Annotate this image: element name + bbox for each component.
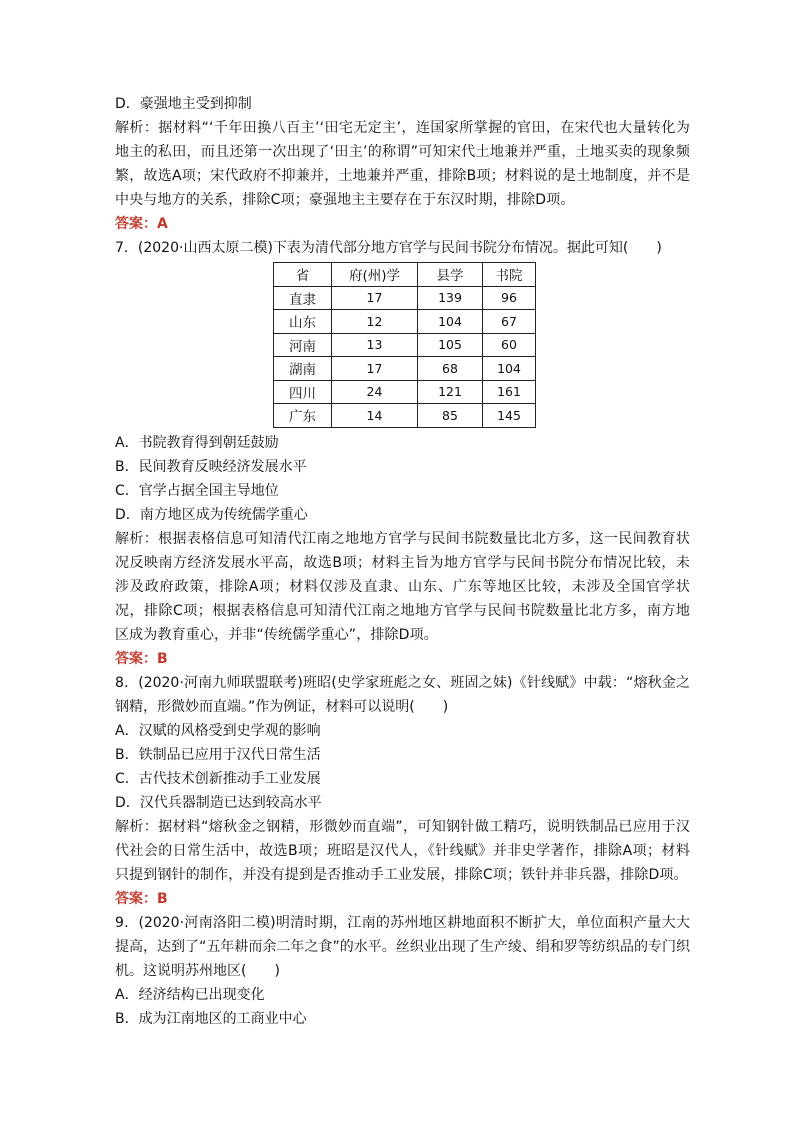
table-cell: 24	[332, 380, 418, 404]
table-cell: 河南	[274, 333, 332, 357]
table-header-cell: 府(州)学	[332, 263, 418, 287]
analysis-q7: 解析：根据表格信息可知清代江南之地地方官学与民间书院数量比北方多，这一民间教育状况反映南方经济发展水平高，故选B项；材料主旨为地方官学与民间书院分布情况比较，未涉及政府政策，排除A项；材料仅涉及直隶、山东、广东等地区比较，未涉及全国官学状况，排除C项；根据表格信息可知清代江南之地地方官学与民间书院数量比北方多，南方地区成为教育重心，并非“传统儒学重心”，排除D项。	[115, 530, 690, 643]
table-header-cell: 省	[274, 263, 332, 287]
table-cell: 96	[483, 286, 536, 310]
table-row	[274, 380, 536, 404]
question-8-stem: 8．(2020·河南九师联盟联考)班昭(史学家班彪之女、班固之妹)《针线赋》中载：“熔秋金之钢精，形微妙而直端。”作为例证，材料可以说明( )	[115, 674, 690, 715]
table-cell: 山东	[274, 310, 332, 334]
answer-q8: 答案：B	[115, 890, 168, 907]
option-b-q9: B．成为江南地区的工商业中心	[115, 1010, 307, 1027]
table-cell: 广东	[274, 404, 332, 428]
table-row	[274, 357, 536, 381]
table-cell: 104	[418, 310, 483, 334]
table-cell: 17	[332, 357, 418, 381]
option-c-q7: C．官学占据全国主导地位	[115, 482, 279, 499]
table-cell: 67	[483, 310, 536, 334]
table-row	[274, 310, 536, 334]
table-cell: 105	[418, 333, 483, 357]
table-cell: 17	[332, 286, 418, 310]
table-header-cell: 县学	[418, 263, 483, 287]
table-cell: 14	[332, 404, 418, 428]
table-row	[274, 404, 536, 428]
option-c-q8: C．古代技术创新推动手工业发展	[115, 770, 321, 787]
table-cell: 139	[418, 286, 483, 310]
option-b-q8: B．铁制品已应用于汉代日常生活	[115, 746, 321, 763]
education-table	[273, 262, 536, 428]
question-7-stem: 7．(2020·山西太原二模)下表为清代部分地方官学与民间书院分布情况。据此可知( )	[115, 240, 662, 256]
table-row	[274, 333, 536, 357]
table-cell: 13	[332, 333, 418, 357]
table-cell: 121	[418, 380, 483, 404]
table-cell: 四川	[274, 380, 332, 404]
table-cell: 直隶	[274, 286, 332, 310]
question-9-stem: 9．(2020·河南洛阳二模)明清时期，江南的苏州地区耕地面积不断扩大，单位面积产量大大提高，达到了“五年耕而余二年之食”的水平。丝织业出现了生产绫、绢和罗等纺织品的专门织机。这说明苏州地区( )	[115, 914, 690, 979]
answer-q6: 答案：A	[115, 216, 168, 232]
table-cell: 85	[418, 404, 483, 428]
option-a-q8: A．汉赋的风格受到史学观的影响	[115, 722, 321, 739]
table-cell: 68	[418, 357, 483, 381]
table-cell: 145	[483, 404, 536, 428]
table-cell: 104	[483, 357, 536, 381]
option-b-q7: B．民间教育反映经济发展水平	[115, 458, 307, 475]
table-cell: 161	[483, 380, 536, 404]
analysis-q6: 解析：据材料“‘千年田换八百主’‘田宅无定主’，连国家所掌握的官田，在宋代也大量转化为地主的私田，而且还第一次出现了‘田主’的称谓”可知宋代土地兼并严重，土地买卖的现象频繁，故选A项；宋代政府不抑兼并，土地兼并严重，排除B项；材料说的是土地制度，并不是中央与地方的关系，排除C项；豪强地主主要存在于东汉时期，排除D项。	[115, 120, 690, 208]
option-d-q8: D．汉代兵器制造已达到较高水平	[115, 794, 322, 811]
table-cell: 60	[483, 333, 536, 357]
option-d-q7: D．南方地区成为传统儒学重心	[115, 506, 308, 523]
document-page	[115, 92, 690, 1031]
table-cell: 湖南	[274, 357, 332, 381]
table-row	[274, 286, 536, 310]
analysis-q8: 解析：据材料“熔秋金之钢精，形微妙而直端”，可知钢针做工精巧，说明铁制品已应用于汉代社会的日常生活中，故选B项；班昭是汉代人，《针线赋》并非史学著作，排除A项；材料只提到钢针的制作，并没有提到是否推动手工业发展，排除C项；铁针并非兵器，排除D项。	[115, 818, 690, 883]
table-header-cell: 书院	[483, 263, 536, 287]
table-cell: 12	[332, 310, 418, 334]
answer-q7: 答案：B	[115, 650, 168, 667]
option-d-q6: D．豪强地主受到抑制	[115, 96, 252, 112]
option-a-q7: A．书院教育得到朝廷鼓励	[115, 434, 279, 451]
table-header-row	[274, 263, 536, 287]
option-a-q9: A．经济结构已出现变化	[115, 986, 265, 1003]
